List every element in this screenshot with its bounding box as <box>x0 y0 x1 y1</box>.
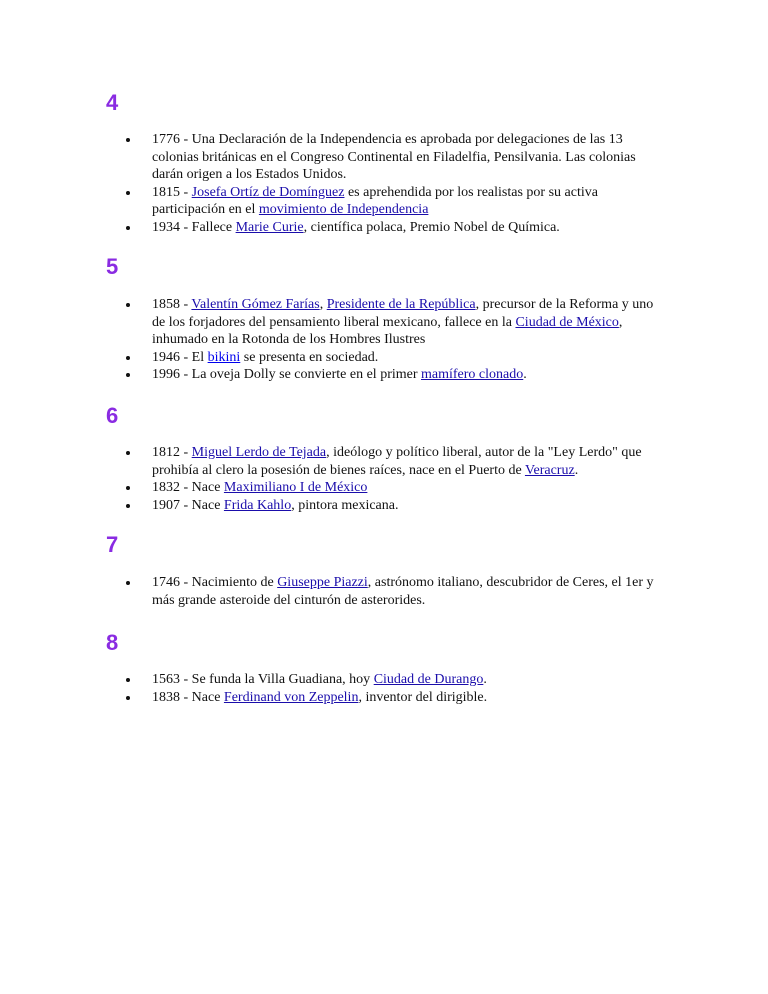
link-giuseppe-piazzi[interactable]: Giuseppe Piazzi <box>277 575 368 590</box>
list-item: 1907 - Nace Frida Kahlo, pintora mexicana. <box>152 497 664 515</box>
event-list <box>152 444 664 514</box>
link-maximiliano-i-de-mexico[interactable]: Maximiliano I de México <box>223 480 368 496</box>
list-item: 1832 - Nace Maximiliano I de México <box>152 479 664 497</box>
list-item: 1996 - La oveja Dolly se convierte en el primer mamífero clonado. <box>152 366 664 384</box>
link-miguel-lerdo-de-tejada[interactable]: Miguel Lerdo de Tejada <box>191 445 327 460</box>
link-marie-curie[interactable]: Marie Curie <box>235 219 304 235</box>
list-item: 1746 - Nacimiento de Giuseppe Piazzi, astrónomo italiano, descubridor de Ceres, el 1er y más grande asteroide del cinturón de asterorides. <box>152 574 664 609</box>
list-item: 1838 - Nace Ferdinand von Zeppelin, inventor del dirigible. <box>152 689 664 707</box>
day-heading: 7 <box>106 532 119 557</box>
day-heading: 5 <box>106 254 119 279</box>
day-heading: 6 <box>106 403 119 428</box>
list-item: 1815 - Josefa Ortíz de Domínguez es aprehendida por los realistas por su activa participación en el movimiento de Independencia <box>152 184 664 219</box>
link-bikini[interactable]: bikini <box>207 349 241 365</box>
link-valentin-gomez-farias[interactable]: Valentín Gómez Farías <box>191 297 320 312</box>
day-heading: 4 <box>106 90 119 115</box>
list-item: 1776 - Una Declaración de la Independencia es aprobada por delegaciones de las 13 colonias británicas en el Congreso Continental en Filadelfia, Pensilvania. Las colonias darán origen a los Estados Unidos. <box>152 131 664 184</box>
link-presidente-de-la-republica[interactable]: Presidente de la República <box>326 297 476 312</box>
link-mamifero-clonado[interactable]: mamífero clonado <box>421 367 524 383</box>
event-list <box>152 131 664 237</box>
list-item: 1812 - Miguel Lerdo de Tejada, ideólogo y político liberal, autor de la "Ley Lerdo" que prohibía al clero la posesión de bienes raíces, nace en el Puerto de Veracruz. <box>152 444 664 479</box>
event-list <box>152 574 664 609</box>
link-ferdinand-von-zeppelin[interactable]: Ferdinand von Zeppelin <box>223 689 359 705</box>
event-list <box>152 671 664 706</box>
list-item: 1934 - Fallece Marie Curie, científica polaca, Premio Nobel de Química. <box>152 219 664 237</box>
event-list <box>152 296 664 384</box>
link-movimiento-de-independencia[interactable]: movimiento de Independencia <box>258 202 429 218</box>
day-heading: 8 <box>106 630 119 655</box>
link-veracruz[interactable]: Veracruz <box>524 462 575 478</box>
list-item: 1858 - Valentín Gómez Farías, Presidente de la República, precursor de la Reforma y uno de los forjadores del pensamiento liberal mexicano, fallece en la Ciudad de México, inhumado en la Rotonda de los Hombres Ilustres <box>152 296 664 349</box>
link-ciudad-de-mexico[interactable]: Ciudad de México <box>515 314 619 330</box>
list-item: 1563 - Se funda la Villa Guadiana, hoy Ciudad de Durango. <box>152 671 664 689</box>
link-josefa-ortiz-de-dominguez[interactable]: Josefa Ortíz de Domínguez <box>191 184 345 200</box>
link-frida-kahlo[interactable]: Frida Kahlo <box>223 497 292 513</box>
list-item: 1946 - El bikini se presenta en sociedad. <box>152 349 664 367</box>
link-ciudad-de-durango[interactable]: Ciudad de Durango <box>373 672 484 687</box>
